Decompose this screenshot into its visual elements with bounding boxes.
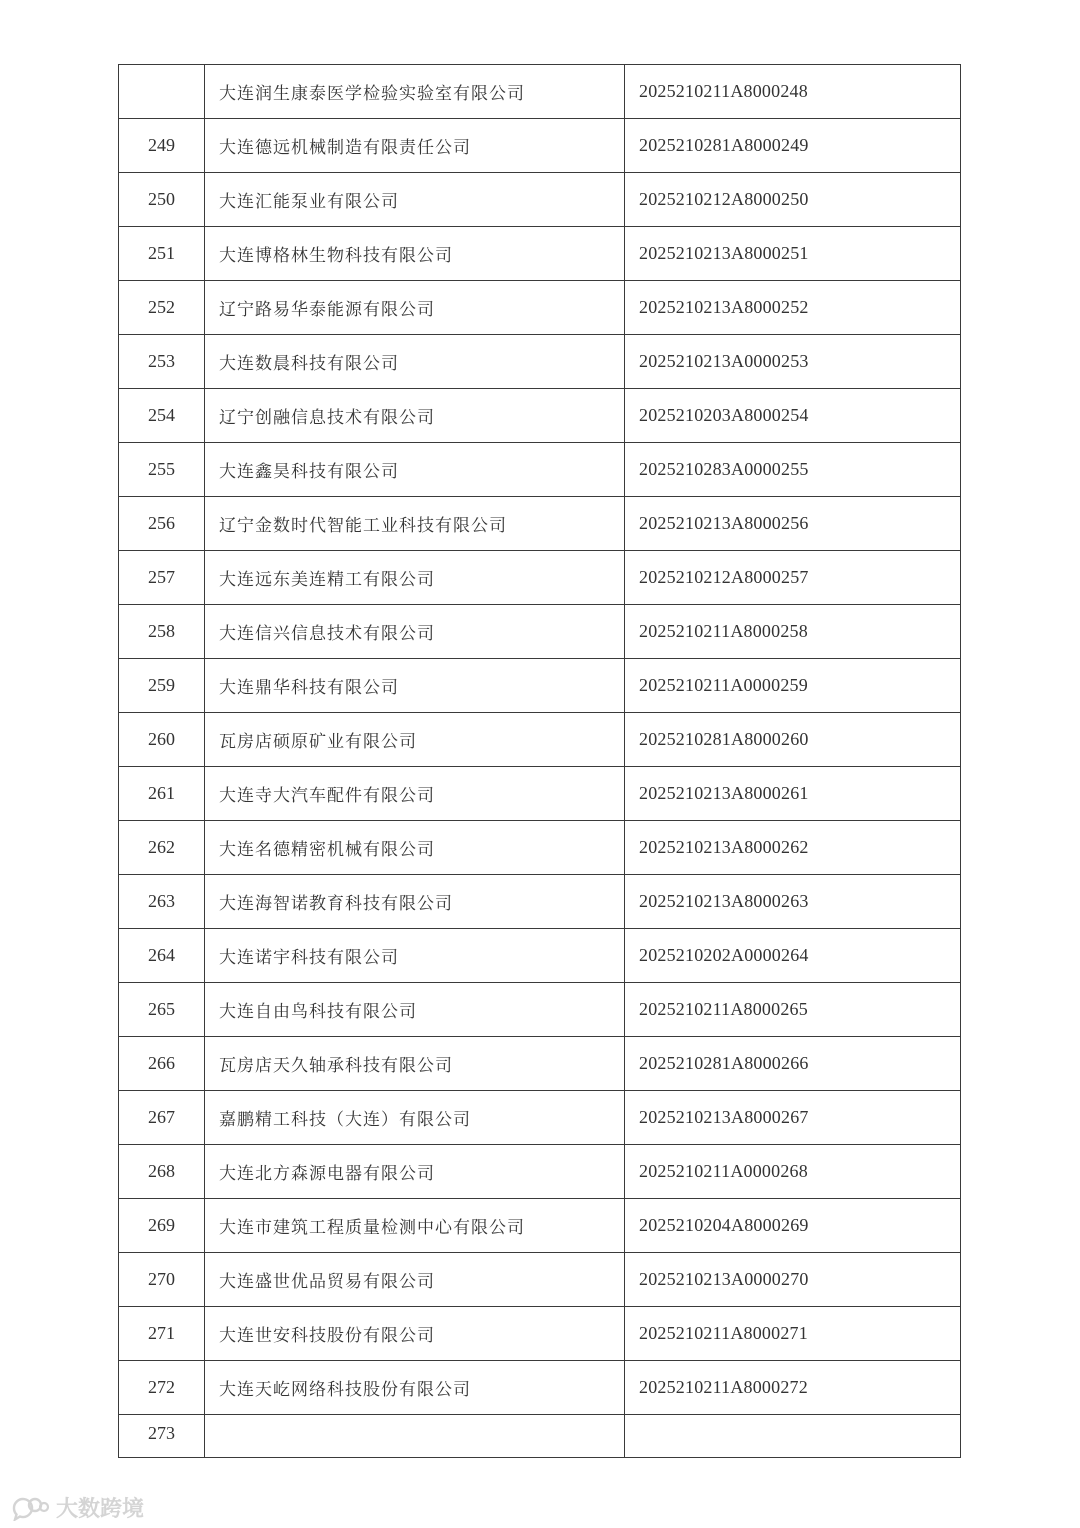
table-row bbox=[119, 983, 961, 1037]
registration-code: 2025210213A8000263 bbox=[625, 875, 961, 929]
registration-code: 2025210204A8000269 bbox=[625, 1199, 961, 1253]
table-row bbox=[119, 227, 961, 281]
row-number: 260 bbox=[119, 713, 205, 767]
registration-code: 2025210211A8000258 bbox=[625, 605, 961, 659]
watermark bbox=[10, 1492, 144, 1523]
registration-code: 2025210211A8000271 bbox=[625, 1307, 961, 1361]
registration-code: 2025210211A0000259 bbox=[625, 659, 961, 713]
registration-code: 2025210213A0000253 bbox=[625, 335, 961, 389]
table-row bbox=[119, 1307, 961, 1361]
row-number: 262 bbox=[119, 821, 205, 875]
table-row bbox=[119, 1145, 961, 1199]
row-number: 268 bbox=[119, 1145, 205, 1199]
row-number: 263 bbox=[119, 875, 205, 929]
registration-code: 2025210213A8000252 bbox=[625, 281, 961, 335]
registration-code: 2025210211A8000248 bbox=[625, 65, 961, 119]
company-name: 大连德远机械制造有限责任公司 bbox=[205, 119, 625, 173]
company-name: 大连世安科技股份有限公司 bbox=[205, 1307, 625, 1361]
company-name: 大连盛世优品贸易有限公司 bbox=[205, 1253, 625, 1307]
registration-code: 2025210281A8000260 bbox=[625, 713, 961, 767]
row-number: 250 bbox=[119, 173, 205, 227]
company-name: 大连鼎华科技有限公司 bbox=[205, 659, 625, 713]
company-name: 大连海智诺教育科技有限公司 bbox=[205, 875, 625, 929]
company-name: 大连润生康泰医学检验实验室有限公司 bbox=[205, 65, 625, 119]
table-row bbox=[119, 335, 961, 389]
row-number: 271 bbox=[119, 1307, 205, 1361]
registration-code: 2025210203A8000254 bbox=[625, 389, 961, 443]
row-number: 267 bbox=[119, 1091, 205, 1145]
table-row bbox=[119, 659, 961, 713]
company-name: 嘉鹏精工科技（大连）有限公司 bbox=[205, 1091, 625, 1145]
row-number: 261 bbox=[119, 767, 205, 821]
company-name: 辽宁金数时代智能工业科技有限公司 bbox=[205, 497, 625, 551]
company-name: 大连数晨科技有限公司 bbox=[205, 335, 625, 389]
registration-code: 2025210211A0000268 bbox=[625, 1145, 961, 1199]
table-row bbox=[119, 875, 961, 929]
table-row bbox=[119, 281, 961, 335]
company-name: 大连鑫昊科技有限公司 bbox=[205, 443, 625, 497]
company-name: 大连汇能泵业有限公司 bbox=[205, 173, 625, 227]
registration-code: 2025210281A8000266 bbox=[625, 1037, 961, 1091]
watermark-text: 大数跨境 bbox=[56, 1497, 145, 1522]
table-row bbox=[119, 1253, 961, 1307]
company-name: 瓦房店天久轴承科技有限公司 bbox=[205, 1037, 625, 1091]
table-row bbox=[119, 497, 961, 551]
company-name: 大连市建筑工程质量检测中心有限公司 bbox=[205, 1199, 625, 1253]
table-row bbox=[119, 551, 961, 605]
company-name: 大连诺宇科技有限公司 bbox=[205, 929, 625, 983]
row-number: 270 bbox=[119, 1253, 205, 1307]
table-row bbox=[119, 119, 961, 173]
company-name: 大连名德精密机械有限公司 bbox=[205, 821, 625, 875]
table-body bbox=[119, 65, 961, 1458]
row-number: 269 bbox=[119, 1199, 205, 1253]
row-number: 272 bbox=[119, 1361, 205, 1415]
registration-code: 2025210212A8000250 bbox=[625, 173, 961, 227]
row-number: 264 bbox=[119, 929, 205, 983]
company-name: 大连博格林生物科技有限公司 bbox=[205, 227, 625, 281]
company-name: 大连寺大汽车配件有限公司 bbox=[205, 767, 625, 821]
registration-code bbox=[625, 1415, 961, 1458]
table-row bbox=[119, 173, 961, 227]
table-row bbox=[119, 1361, 961, 1415]
registration-code: 2025210283A0000255 bbox=[625, 443, 961, 497]
registration-code: 2025210211A8000265 bbox=[625, 983, 961, 1037]
table-row bbox=[119, 65, 961, 119]
table-row bbox=[119, 821, 961, 875]
row-number: 253 bbox=[119, 335, 205, 389]
registration-code: 2025210213A8000262 bbox=[625, 821, 961, 875]
registration-code: 2025210281A8000249 bbox=[625, 119, 961, 173]
table-row bbox=[119, 1037, 961, 1091]
table-row bbox=[119, 767, 961, 821]
registration-code: 2025210212A8000257 bbox=[625, 551, 961, 605]
table-row bbox=[119, 605, 961, 659]
row-number: 258 bbox=[119, 605, 205, 659]
row-number: 249 bbox=[119, 119, 205, 173]
row-number: 256 bbox=[119, 497, 205, 551]
table-row bbox=[119, 929, 961, 983]
row-number: 252 bbox=[119, 281, 205, 335]
row-number: 265 bbox=[119, 983, 205, 1037]
company-name: 辽宁创融信息技术有限公司 bbox=[205, 389, 625, 443]
row-number: 255 bbox=[119, 443, 205, 497]
company-name: 辽宁路易华泰能源有限公司 bbox=[205, 281, 625, 335]
table-row bbox=[119, 713, 961, 767]
enterprise-list-table-wrapper bbox=[118, 64, 960, 1458]
company-name: 瓦房店硕原矿业有限公司 bbox=[205, 713, 625, 767]
table-row bbox=[119, 1091, 961, 1145]
row-number: 273 bbox=[119, 1415, 205, 1458]
table-row bbox=[119, 389, 961, 443]
registration-code: 2025210211A8000272 bbox=[625, 1361, 961, 1415]
row-number: 259 bbox=[119, 659, 205, 713]
row-number: 251 bbox=[119, 227, 205, 281]
enterprise-list-table bbox=[118, 64, 961, 1458]
company-name: 大连自由鸟科技有限公司 bbox=[205, 983, 625, 1037]
row-number: 266 bbox=[119, 1037, 205, 1091]
row-number: 257 bbox=[119, 551, 205, 605]
speech-bubble-logo-icon bbox=[10, 1495, 50, 1521]
company-name: 大连远东美连精工有限公司 bbox=[205, 551, 625, 605]
registration-code: 2025210213A8000256 bbox=[625, 497, 961, 551]
company-name bbox=[205, 1415, 625, 1458]
company-name: 大连北方森源电器有限公司 bbox=[205, 1145, 625, 1199]
table-row bbox=[119, 1415, 961, 1458]
row-number bbox=[119, 65, 205, 119]
registration-code: 2025210213A8000261 bbox=[625, 767, 961, 821]
registration-code: 2025210213A0000270 bbox=[625, 1253, 961, 1307]
registration-code: 2025210202A0000264 bbox=[625, 929, 961, 983]
table-row bbox=[119, 1199, 961, 1253]
registration-code: 2025210213A8000267 bbox=[625, 1091, 961, 1145]
table-row bbox=[119, 443, 961, 497]
row-number: 254 bbox=[119, 389, 205, 443]
company-name: 大连天屹网络科技股份有限公司 bbox=[205, 1361, 625, 1415]
registration-code: 2025210213A8000251 bbox=[625, 227, 961, 281]
company-name: 大连信兴信息技术有限公司 bbox=[205, 605, 625, 659]
